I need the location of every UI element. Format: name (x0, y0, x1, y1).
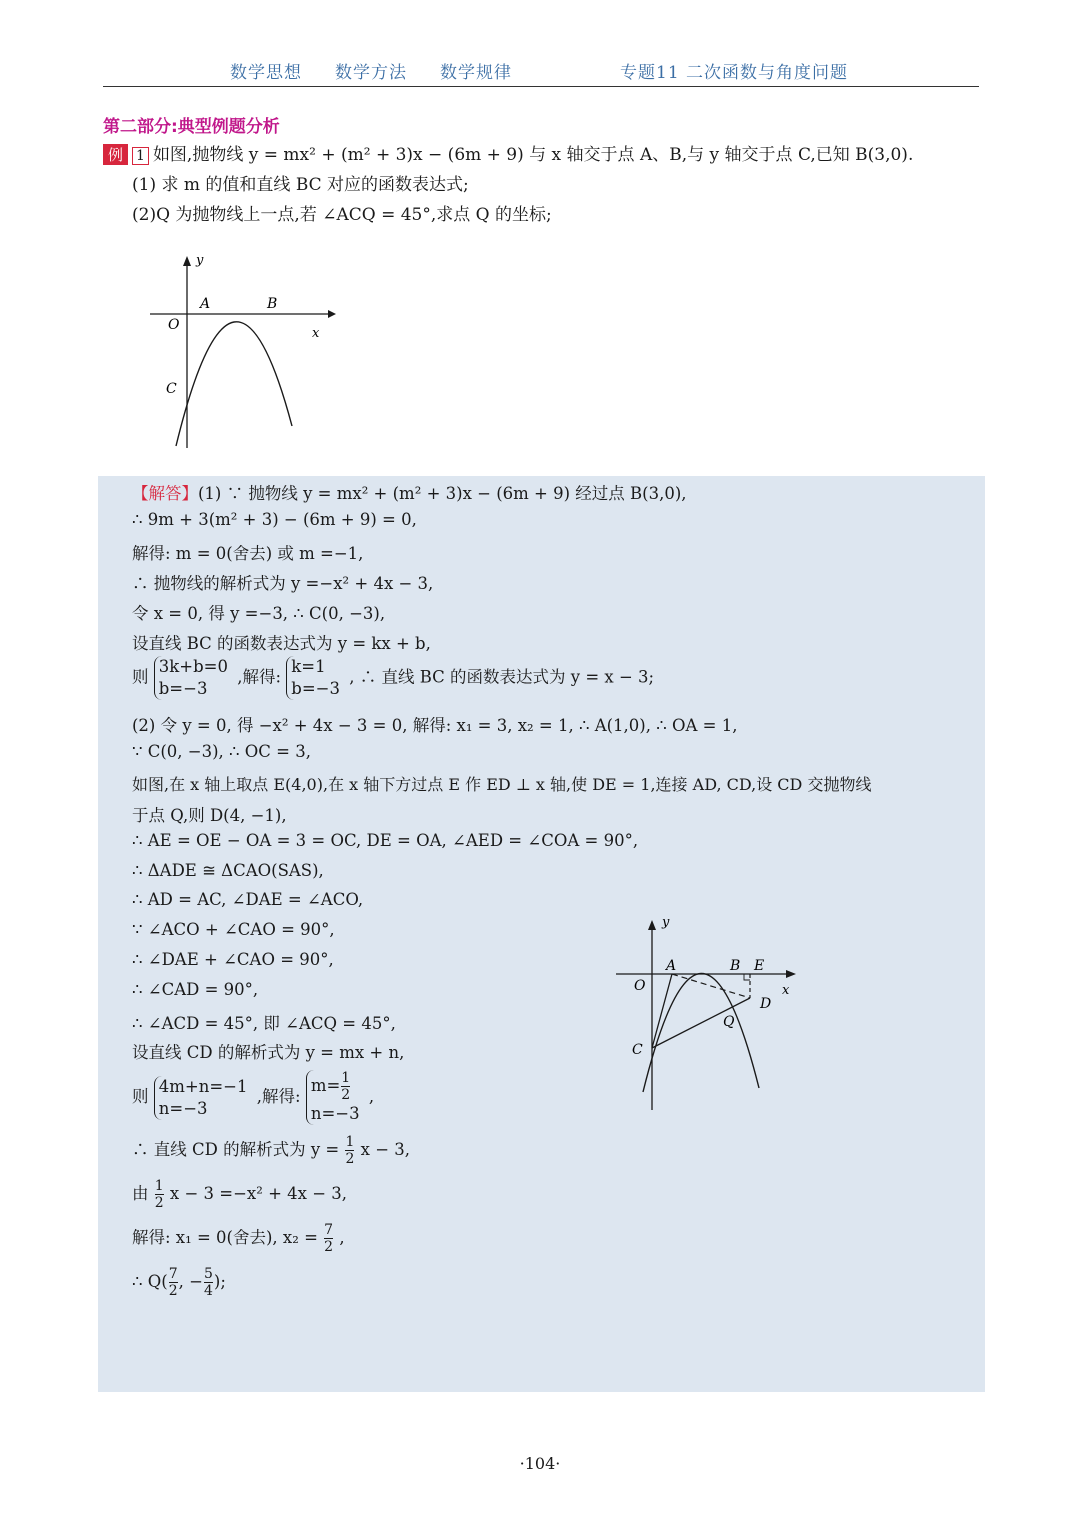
fig2-label-c: C (632, 1042, 643, 1058)
solution-line-8: (2) 令 y = 0, 得 −x² + 4x − 3 = 0, 解得: x₁ = 3, x₂ = 1, ∴ A(1,0), ∴ OA = 1, (132, 716, 738, 735)
fraction-num: 1 (154, 1178, 164, 1194)
fraction-num: 7 (168, 1266, 178, 1282)
l7-s1a: 3k+b=0 (158, 657, 228, 676)
fig2-label-q: Q (723, 1014, 735, 1030)
l7-s1b: b=−3 (158, 679, 208, 698)
fraction (169, 1266, 178, 1299)
fraction-den: 2 (168, 1283, 178, 1299)
solution-tag: 【解答】 (132, 484, 198, 503)
solution-line-11: 于点 Q,则 D(4, −1), (132, 806, 287, 825)
equation-system-4 (306, 1070, 364, 1125)
example-number: 1 (132, 147, 149, 165)
fig1-label-a: A (200, 296, 211, 312)
solution-line-2: ∴ 9m + 3(m² + 3) − (6m + 9) = 0, (132, 510, 417, 529)
header-tag-2: 数学方法 (335, 63, 407, 83)
equation-system-2 (286, 656, 344, 700)
fig1-label-c: C (166, 381, 177, 397)
solution-line-24 (132, 1266, 226, 1299)
l22-pre: 由 (132, 1184, 149, 1203)
l20-pre: 则 (132, 1087, 149, 1106)
solution-line-7 (132, 656, 654, 700)
fraction-num: 1 (341, 1070, 351, 1086)
problem-stem (103, 140, 913, 165)
solution-line-19: 设直线 CD 的解析式为 y = mx + n, (132, 1043, 405, 1062)
l21-pre: ∴ 直线 CD 的解析式为 y = (132, 1140, 340, 1159)
l23-post: , (339, 1228, 345, 1247)
l7-s2a: k=1 (291, 657, 326, 676)
solution-line-3: 解得: m = 0(舍去) 或 m =−1, (132, 544, 364, 563)
solution-line-4: ∴ 抛物线的解析式为 y =−x² + 4x − 3, (132, 574, 434, 593)
solution-line-17: ∴ ∠CAD = 90°, (132, 980, 259, 999)
fraction (345, 1134, 354, 1167)
question-1: (1) 求 m 的值和直线 BC 对应的函数表达式; (132, 175, 469, 195)
solution-line-1-text: (1) ∵ 抛物线 y = mx² + (m² + 3)x − (6m + 9) 经过点 B(3,0), (198, 484, 687, 503)
header-divider (103, 86, 979, 87)
fig1-label-y: y (196, 253, 204, 268)
l24-mid: , − (178, 1272, 203, 1291)
fraction-num: 7 (324, 1222, 334, 1238)
l22-post: x − 3 =−x² + 4x − 3, (169, 1184, 348, 1203)
fraction (204, 1266, 213, 1299)
l20-mid: ,解得: (256, 1087, 301, 1106)
page-number: ·104· (519, 1454, 561, 1473)
l24-pre: ∴ Q( (132, 1272, 168, 1291)
equation-system-3 (154, 1076, 252, 1120)
solution-line-23 (132, 1222, 345, 1255)
l20-s1a: 4m+n=−1 (158, 1076, 248, 1096)
question-2: (2)Q 为抛物线上一点,若 ∠ACQ = 45°,求点 Q 的坐标; (132, 205, 552, 225)
fraction-num: 5 (203, 1266, 213, 1282)
fraction-den: 2 (324, 1239, 334, 1255)
fraction (341, 1070, 350, 1103)
fig2-label-o: O (634, 978, 646, 994)
fig2-label-b: B (730, 958, 741, 974)
solution-line-15: ∵ ∠ACO + ∠CAO = 90°, (132, 920, 335, 939)
fraction (155, 1178, 164, 1211)
figure-2-construction (610, 912, 810, 1117)
solution-line-22 (132, 1178, 347, 1211)
solution-line-18: ∴ ∠ACD = 45°, 即 ∠ACQ = 45°, (132, 1014, 396, 1033)
l20-s2b: n=−3 (310, 1104, 360, 1123)
solution-line-9: ∵ C(0, −3), ∴ OC = 3, (132, 742, 311, 761)
fraction-num: 1 (345, 1134, 355, 1150)
example-badge: 例 (103, 144, 128, 165)
fig2-label-d: D (760, 996, 772, 1012)
header-tag-1: 数学思想 (230, 63, 302, 83)
l21-post: x − 3, (360, 1140, 411, 1159)
l7-post: , ∴ 直线 BC 的函数表达式为 y = x − 3; (349, 667, 655, 687)
l7-pre: 则 (132, 667, 149, 687)
fraction (324, 1222, 333, 1255)
l24-post: ); (213, 1272, 226, 1291)
l20-post: , (368, 1087, 375, 1106)
problem-stem-text: 如图,抛物线 y = mx² + (m² + 3)x − (6m + 9) 与 x 轴交于点 A、B,与 y 轴交于点 C,已知 B(3,0). (152, 145, 914, 165)
figure-1-parabola (140, 248, 340, 458)
solution-line-16: ∴ ∠DAE + ∠CAO = 90°, (132, 950, 334, 969)
section-title: 第二部分:典型例题分析 (103, 117, 280, 137)
solution-line-6: 设直线 BC 的函数表达式为 y = kx + b, (132, 634, 431, 653)
solution-line-13: ∴ ΔADE ≅ ΔCAO(SAS), (132, 861, 324, 880)
solution-line-1 (132, 480, 687, 504)
fig2-label-a: A (666, 958, 677, 974)
solution-line-20 (132, 1070, 374, 1125)
l20-s1b: n=−3 (158, 1098, 208, 1118)
fig1-label-b: B (267, 296, 278, 312)
solution-line-12: ∴ AE = OE − OA = 3 = OC, DE = OA, ∠AED = ∠COA = 90°, (132, 831, 639, 850)
l7-s2b: b=−3 (291, 679, 340, 698)
solution-line-10: 如图,在 x 轴上取点 E(4,0),在 x 轴下方过点 E 作 ED ⊥ x 轴,使 DE = 1,连接 AD, CD,设 CD 交抛物线 (132, 775, 872, 794)
fraction-den: 2 (341, 1087, 351, 1103)
fig1-label-x: x (312, 326, 320, 341)
solution-line-5: 令 x = 0, 得 y =−3, ∴ C(0, −3), (132, 604, 386, 623)
fig2-label-y: y (662, 915, 670, 930)
l23-pre: 解得: x₁ = 0(舍去), x₂ = (132, 1228, 318, 1247)
l20-s2a-pre: m= (310, 1076, 341, 1095)
fig2-label-x: x (782, 983, 790, 998)
fig1-label-o: O (168, 317, 180, 333)
solution-line-21 (132, 1134, 410, 1167)
fraction-den: 4 (203, 1283, 213, 1299)
header-topic: 专题11 二次函数与角度问题 (620, 63, 849, 83)
equation-system-1 (154, 656, 232, 700)
l7-mid: ,解得: (237, 667, 282, 687)
fraction-den: 2 (154, 1195, 164, 1211)
header-tag-3: 数学规律 (440, 63, 512, 83)
fraction-den: 2 (345, 1151, 355, 1167)
solution-line-14: ∴ AD = AC, ∠DAE = ∠ACO, (132, 890, 364, 909)
fig2-label-e: E (754, 958, 765, 974)
